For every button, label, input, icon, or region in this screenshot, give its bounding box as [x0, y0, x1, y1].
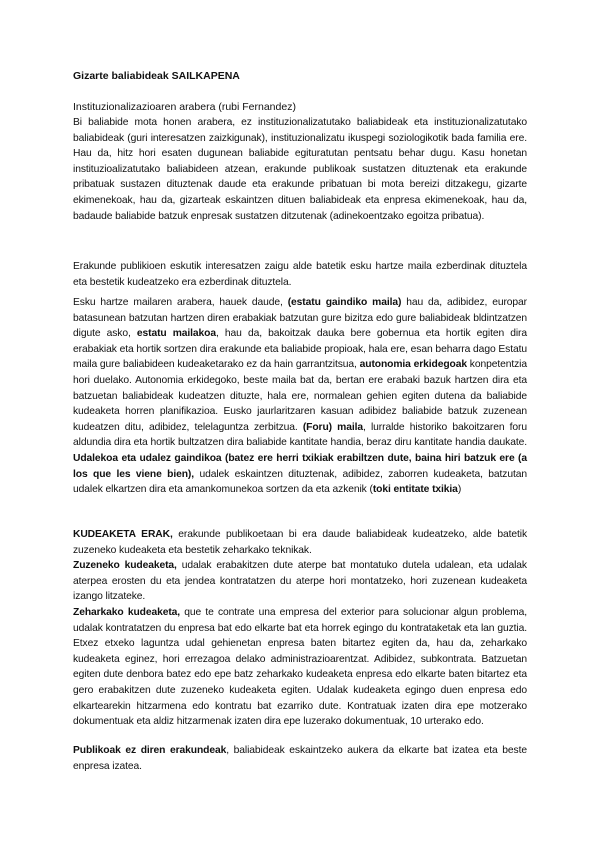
- text-run: , baliabideak eskaintzeko aukera da elkarte bat izatea eta beste enpresa izatea.: [73, 745, 527, 772]
- paragraph-public-entities: Erakunde publikioen eskutik interesatzen zaigu alde batetik esku hartze maila ezberdinak dituztela eta bestetik kudeatzeko era ezberdinak dituztela.: [73, 261, 527, 288]
- paragraph-management-types: [73, 527, 527, 730]
- text-run: erakunde publikoetaan bi era daude baliabideak kudeatzeko, alde batetik zuzeneko kudeaketa eta bestetik zeharkako teknikak.: [73, 529, 527, 556]
- text-run: , hau da, bakoitzak dauka bere gobernua eta hortik egiten dira erabakiak eta hortik sortzen dira erakunde eta baliabide propioak, hala ere, esan beharra dago Estatu maila gure baliabideen kudeaketarako ez da hain garrantzitsua,: [73, 328, 527, 371]
- text-run: , lurralde historiko bakoitzaren foru aldundia dira eta hortik bultzatzen dira baliabide kantitate handia, beraz diru kantitate handia daukate.: [73, 421, 528, 449]
- bold-text-run: Udalekoa eta udalez gaindikoa (batez ere herri txikiak erabiltzen dute, baina hiri batzuk ere (a los que les viene bien),: [73, 452, 527, 480]
- bold-text-run: (estatu gaindiko maila): [287, 297, 402, 308]
- document-title: Gizarte baliabideak SAILKAPENA: [73, 70, 240, 82]
- bold-text-run: Publikoak ez diren erakundeak: [73, 745, 227, 756]
- bold-text-run: toki entitate txikia: [372, 484, 458, 496]
- bold-text-run: KUDEAKETA ERAK,: [73, 529, 173, 540]
- text-run: konpetentzia hori duelako. Autonomia erkidegoko, beste maila bat da, bertan ere erabaki bazuk hartzen dira eta batzuetan baliabideak kudeatzen dituzte, hala ere, normalean gehien egiten dutena da baliabide kudeaketa horren planifikazioa. Eusko jaurlaritzaren kasuan adibidez baliabide batzuk zuzenean kudeatzen ditu, adibidez, telelaguntza zerbitzua.: [73, 359, 527, 433]
- text-run: Esku hartze mailaren arabera, hauek daude,: [73, 297, 288, 308]
- paragraph-institutionalization: Bi baliabide mota honen arabera, ez instituzionalizatutako baliabideak eta instituzionalizatutako baliabideak (guri interesatzen zaizkigunak), instituzionalizatu ikuspegi soziologikotik bada familia ere. Hau da, hitz hori esaten dugunean baliabide egituratutan pentsatu behar dugu. Kasu honetan instituzioalizatutako baliabideen atzean, erakunde publikoak sustatzen dituztenak eta erakunde pribatuak sustazen dituztenak daude eta erakunde pribatuan bi mota bereizi ditzakegu, gizarte ekimenekoak, hau da, gizarteak eskaintzen dituen baliabideak eta enpresa ekimenekoak, hau da, badaude baliabide batzuk enpresak sustatzen ditzutenak (adinekoentzako egoitza pribatua).: [73, 117, 527, 222]
- bold-text-run: estatu mailakoa: [136, 328, 217, 340]
- text-run: hau da, adibidez, europar batasunean batzutan hartzen diren erabakiak batzutan gure bizitza edo gure baliabideak bldintzatzen digute asko,: [73, 297, 527, 340]
- text-run: udalek eskaintzen dituztenak, adibidez, zaborren kudeaketa, batzutan udalek elkartzen dira eta amankomunekoa sortzen da eta azkenik (: [73, 468, 527, 496]
- paragraph-non-public-entities: [73, 743, 527, 774]
- text-run: udalak erabakitzen dute aterpe bat montatuko dutela udalean, eta udalak aterpea erosten du eta jendea kontratatzen du aterpe hori montatzeko, hori zuzenean kudeaketa izango litzateke.: [73, 560, 527, 603]
- bold-text-run: Zeharkako kudeaketa,: [73, 606, 181, 618]
- document-subtitle: Instituzionalizazioaren arabera (rubi Fernandez): [73, 101, 296, 113]
- bold-text-run: Zuzeneko kudeaketa,: [73, 560, 177, 572]
- paragraph-intervention-levels: [73, 295, 527, 498]
- text-run: ): [457, 484, 462, 496]
- bold-text-run: autonomia erkidegoak: [359, 359, 467, 371]
- bold-text-run: (Foru) maila: [302, 421, 364, 433]
- text-run: que te contrate una empresa del exterior para solucionar algun problema, udalak kontratatzen du enpresa bat edo elkarte bat eta horrek egingo du kontrataketak eta lan guztia. Etxez etxeko laguntza udal gehienetan enpresa baten bitartez egiten da, hau da, zeharkako kudeaketa eginez, hori errezagoa delako administrazioarentzat. Adibidez, subkontrata. Batzuetan egiten dute denbora batez edo epe batz zeharkako kudeaketa enpresa edo elkarte baten bitartez eta gero erabakitzen dute zuzeneko kudeaketa egiten. Udalak kudeaketa egingo duen enpresa edo elkartearekin hitzarmena edo kontratu bat ezarriko dute. Kontratuak izaten dira epe motzerako dokumentuak eta aldiz hitzarmenak izaten dira epe luzerako dokumentuak, 10 urterako edo.: [73, 606, 527, 728]
